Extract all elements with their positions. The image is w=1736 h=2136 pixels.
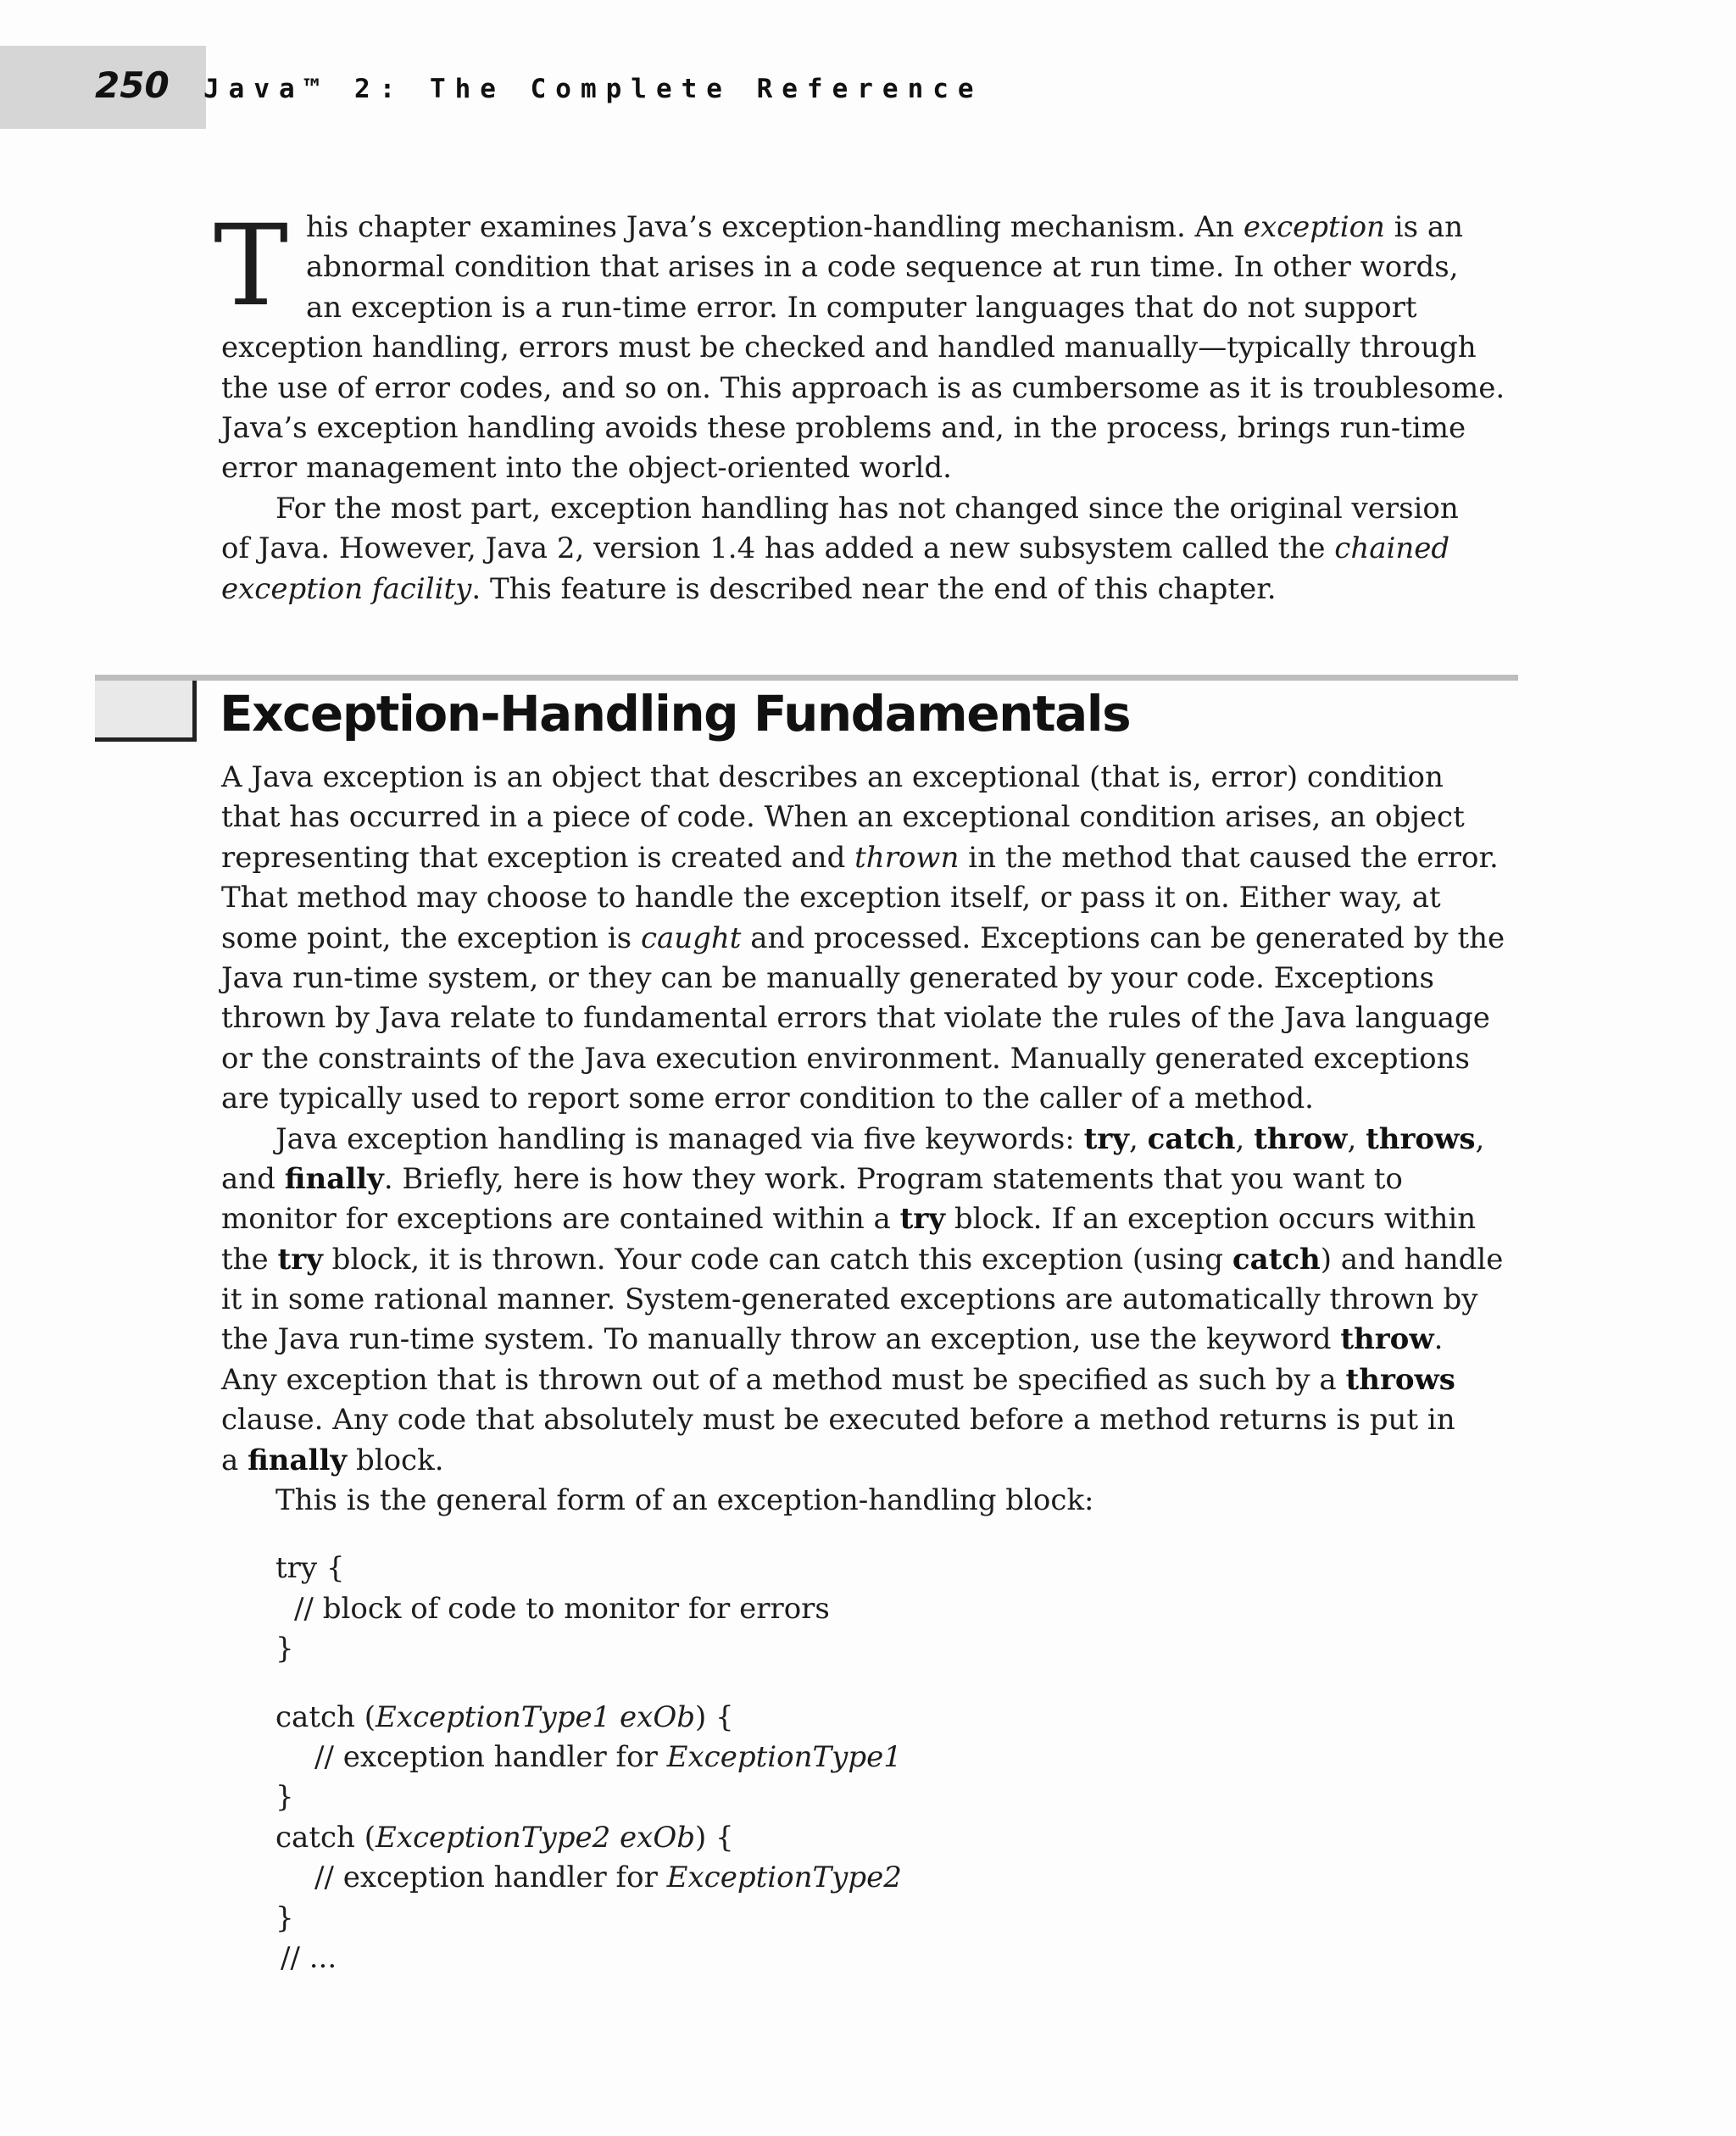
code-ellipsis: // ... [281, 1940, 337, 1975]
section-rule [95, 675, 1518, 681]
intro-line-2: abnormal condition that arises in a code sequence at run time. In other words, [306, 250, 1459, 285]
page-number: 250 [95, 64, 170, 106]
s-p1-line-7: thrown by Java relate to fundamental errors that violate the rules of the Java language [221, 1001, 1490, 1036]
intro-line-6: Java’s exception handling avoids these problems and, in the process, brings run-time [221, 410, 1466, 445]
code-try: try { [275, 1551, 345, 1586]
code-catch-2: catch (ExceptionType2 exOb) { [275, 1820, 734, 1855]
code-catch-1: catch (ExceptionType1 exOb) { [275, 1699, 734, 1734]
section-marker [95, 681, 197, 742]
running-title: Java™ 2: The Complete Reference [203, 74, 983, 104]
section-body [221, 758, 1510, 1978]
intro-line-4: exception handling, errors must be checked and handled manually—typically through [221, 331, 1477, 365]
s-p3-line-1: This is the general form of an exception-handling block: [275, 1483, 1094, 1518]
code-close: } [275, 1632, 294, 1666]
intro-line-7: error management into the object-oriented world. [221, 451, 952, 486]
s-p2-line-9: a finally block. [221, 1443, 444, 1477]
intro-p2-line-2: of Java. However, Java 2, version 1.4 has added a new subsystem called the chained [221, 531, 1450, 566]
intro-p2-line-1: For the most part, exception handling has not changed since the original version [275, 491, 1459, 526]
s-p2-line-4: the try block, it is thrown. Your code can catch this exception (using catch) and handle [221, 1242, 1504, 1277]
section-title: Exception-Handling Fundamentals [220, 685, 1131, 743]
drop-cap: T [214, 201, 289, 331]
code-comment: // block of code to monitor for errors [294, 1591, 830, 1626]
code-block [221, 1549, 1510, 1978]
s-p2-line-2: and finally. Briefly, here is how they work. Program statements that you want to [221, 1161, 1403, 1196]
s-p2-line-7: Any exception that is thrown out of a method must be specified as such by a throws [221, 1362, 1455, 1397]
intro-paragraph [221, 208, 1510, 609]
s-p1-line-8: or the constraints of the Java execution environment. Manually generated exceptions [221, 1041, 1470, 1076]
intro-line-3: an exception is a run-time error. In computer languages that do not support [306, 290, 1417, 325]
code-handler-1: // exception handler for ExceptionType1 [314, 1739, 902, 1774]
intro-p2-line-3: exception facility. This feature is described near the end of this chapter. [221, 571, 1277, 606]
code-close: } [275, 1780, 294, 1815]
s-p1-line-9: are typically used to report some error condition to the caller of a method. [221, 1082, 1314, 1116]
intro-line-5: the use of error codes, and so on. This approach is as cumbersome as it is troublesome. [221, 370, 1505, 405]
s-p1-line-2: that has occurred in a piece of code. When an exceptional condition arises, an object [221, 800, 1465, 835]
s-p2-line-8: clause. Any code that absolutely must be executed before a method returns is put in [221, 1403, 1455, 1438]
s-p2-line-3: monitor for exceptions are contained within a try block. If an exception occurs within [221, 1202, 1477, 1237]
s-p2-line-5: it in some rational manner. System-generated exceptions are automatically thrown by [221, 1282, 1478, 1317]
code-gap [221, 1521, 1510, 1549]
intro-line-1: his chapter examines Java’s exception-handling mechanism. An exception is an [306, 210, 1464, 244]
s-p2-line-6: the Java run-time system. To manually throw an exception, use the keyword throw. [221, 1322, 1444, 1357]
s-p1-line-6: Java run-time system, or they can be manually generated by your code. Exceptions [221, 960, 1434, 995]
s-p2-line-1: Java exception handling is managed via five keywords: try, catch, throw, throws, [275, 1121, 1485, 1156]
s-p1-line-5: some point, the exception is caught and processed. Exceptions can be generated by the [221, 921, 1505, 955]
s-p1-line-3: representing that exception is created and thrown in the method that caused the error. [221, 840, 1499, 875]
s-p1-line-1: A Java exception is an object that describes an exceptional (that is, error) condition [221, 760, 1444, 794]
code-gap [221, 1670, 1510, 1698]
code-close: } [275, 1900, 294, 1935]
s-p1-line-4: That method may choose to handle the exception itself, or pass it on. Either way, at [221, 881, 1441, 915]
code-handler-2: // exception handler for ExceptionType2 [314, 1861, 902, 1895]
